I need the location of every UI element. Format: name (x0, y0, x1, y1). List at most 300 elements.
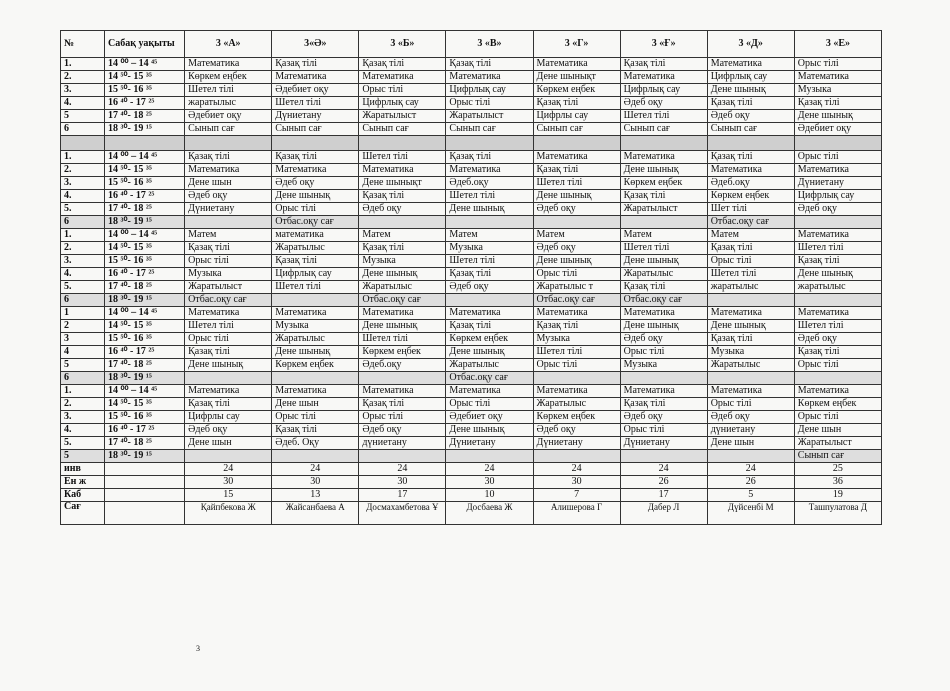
lesson-cell: Цифрлық сау (272, 268, 359, 281)
lesson-cell: математика (272, 229, 359, 242)
lesson-cell: Көркем еңбек (533, 84, 620, 97)
lesson-cell: Математика (620, 307, 707, 320)
lesson-cell: Сынып сағ (185, 123, 272, 136)
lesson-cell: Дене шынық (620, 320, 707, 333)
table-row (61, 372, 882, 385)
lesson-cell: Орыс тілі (533, 268, 620, 281)
lesson-cell: жаратылыс (707, 281, 794, 294)
lesson-cell: Цифрлық сау (620, 84, 707, 97)
lesson-number: 2. (61, 164, 105, 177)
lesson-cell: Әдеб оқу (707, 411, 794, 424)
lesson-cell: Математика (272, 385, 359, 398)
lesson-cell: Әдеб.оқу (707, 177, 794, 190)
lesson-cell: Сынып сағ (794, 450, 881, 463)
lesson-cell: Дүниетану (533, 437, 620, 450)
lesson-cell: Әдеб оқу (446, 281, 533, 294)
table-row (61, 151, 882, 164)
lesson-cell: Математика (707, 307, 794, 320)
table-row (61, 123, 882, 136)
lesson-cell: Әдеб.оқу (446, 177, 533, 190)
lesson-cell: Матем (359, 229, 446, 242)
lesson-cell: Әдеб оқу (707, 110, 794, 123)
lesson-cell: Дене шын (707, 437, 794, 450)
lesson-cell: дүниетану (707, 424, 794, 437)
lesson-cell: Цифрлық сау (707, 71, 794, 84)
lesson-cell: Шетел тілі (794, 242, 881, 255)
lesson-cell: Қазақ тілі (533, 164, 620, 177)
table-row (61, 268, 882, 281)
lesson-cell: Көркем еңбек (272, 359, 359, 372)
lesson-cell: Орыс тілі (794, 411, 881, 424)
lesson-cell: Сынып сағ (620, 123, 707, 136)
lesson-cell: Қазақ тілі (185, 242, 272, 255)
lesson-cell: Сынып сағ (446, 123, 533, 136)
lesson-cell: Жаратылыс (533, 398, 620, 411)
header-class-6: 3 «Г» (533, 31, 620, 58)
table-row (61, 294, 882, 307)
separator-cell (620, 136, 707, 151)
header-class-2: 3 «А» (185, 31, 272, 58)
table-row (61, 97, 882, 110)
lesson-cell: Шетел тілі (185, 84, 272, 97)
lesson-time: 17 ⁴⁰- 18 ²⁵ (105, 110, 185, 123)
lesson-number: 3. (61, 411, 105, 424)
lesson-time: 14 ⁰⁰ – 14 ⁴⁵ (105, 229, 185, 242)
footer-value: 26 (707, 476, 794, 489)
lesson-number: 5. (61, 281, 105, 294)
lesson-cell: Көркем еңбек (794, 398, 881, 411)
lesson-cell: Матем (185, 229, 272, 242)
lesson-cell: Матем (533, 229, 620, 242)
lesson-cell: Музыка (446, 242, 533, 255)
lesson-cell: Орыс тілі (185, 255, 272, 268)
lesson-cell: Дене шынық (446, 203, 533, 216)
lesson-cell: Математика (533, 58, 620, 71)
lesson-cell: Әдеб оқу (620, 97, 707, 110)
lesson-cell: Қазақ тілі (620, 281, 707, 294)
lesson-cell: Отбас.оқу сағ (185, 294, 272, 307)
lesson-time: 14 ⁰⁰ – 14 ⁴⁵ (105, 58, 185, 71)
lesson-cell (620, 216, 707, 229)
lesson-cell: Жаратылыс (359, 281, 446, 294)
lesson-cell: жаратылыс (185, 97, 272, 110)
table-row (61, 346, 882, 359)
lesson-cell: Дене шынық (272, 190, 359, 203)
lesson-cell: Сынып сағ (272, 123, 359, 136)
lesson-cell: Дүниетану (794, 177, 881, 190)
teacher-name (105, 502, 185, 525)
lesson-cell (794, 294, 881, 307)
footer-value: 26 (620, 476, 707, 489)
lesson-number: 2 (61, 320, 105, 333)
lesson-number: 3. (61, 255, 105, 268)
lesson-cell: Шетел тілі (446, 255, 533, 268)
footer-label: Каб (61, 489, 105, 502)
footer-value: 30 (185, 476, 272, 489)
footer-value: 30 (272, 476, 359, 489)
lesson-number: 4. (61, 190, 105, 203)
lesson-cell: Дене шынық (446, 346, 533, 359)
header-class-8: 3 «Д» (707, 31, 794, 58)
lesson-cell: Әдеб оқу (533, 242, 620, 255)
lesson-number: 2. (61, 242, 105, 255)
lesson-cell: Цифрлы сау (533, 110, 620, 123)
lesson-cell (272, 450, 359, 463)
teacher-name: Дабер Л (620, 502, 707, 525)
lesson-cell: Сынып сағ (359, 123, 446, 136)
lesson-cell: Орыс тілі (533, 359, 620, 372)
lesson-cell: Дене шынық (359, 320, 446, 333)
lesson-cell: Шетел тілі (272, 281, 359, 294)
separator-cell (446, 136, 533, 151)
lesson-cell: Қазақ тілі (707, 151, 794, 164)
lesson-cell: Математика (359, 71, 446, 84)
lesson-cell: Музыка (707, 346, 794, 359)
lesson-cell: Қазақ тілі (446, 58, 533, 71)
lesson-time: 14 ⁰⁰ – 14 ⁴⁵ (105, 385, 185, 398)
lesson-cell: Шетел тілі (185, 320, 272, 333)
lesson-time: 14 ⁵⁰- 15 ³⁵ (105, 164, 185, 177)
lesson-cell: Математика (620, 385, 707, 398)
lesson-cell: Цифрлы сау (185, 411, 272, 424)
footer-value (105, 463, 185, 476)
lesson-time: 15 ⁵⁰- 16 ³⁵ (105, 177, 185, 190)
lesson-cell: Математика (794, 164, 881, 177)
footer-value (105, 489, 185, 502)
teachers-row (61, 502, 882, 525)
lesson-cell: Қазақ тілі (620, 58, 707, 71)
lesson-cell: Орыс тілі (620, 424, 707, 437)
lesson-cell: Әдеб. Оқу (272, 437, 359, 450)
lesson-cell: Қазақ тілі (533, 97, 620, 110)
lesson-cell: Дене шынық (272, 346, 359, 359)
lesson-cell: Дене шынық (359, 268, 446, 281)
lesson-cell: Қазақ тілі (272, 58, 359, 71)
lesson-cell: Математика (794, 307, 881, 320)
lesson-cell: Қазақ тілі (446, 151, 533, 164)
lesson-cell: Әдеб оқу (794, 333, 881, 346)
lesson-cell (533, 372, 620, 385)
table-row (61, 177, 882, 190)
lesson-cell: Шетел тілі (533, 346, 620, 359)
lesson-cell: Математика (272, 307, 359, 320)
footer-value: 30 (533, 476, 620, 489)
lesson-number: 6 (61, 294, 105, 307)
lesson-cell: Дене шынық (794, 110, 881, 123)
table-row (61, 229, 882, 242)
lesson-cell: Математика (794, 385, 881, 398)
header-row (61, 31, 882, 58)
lesson-cell: Дене шынық (533, 190, 620, 203)
footer-value: 30 (359, 476, 446, 489)
lesson-cell: Шетел тілі (620, 110, 707, 123)
timetable-header (61, 31, 882, 58)
lesson-time: 16 ⁴⁰ - 17 ²⁵ (105, 97, 185, 110)
footer-value: 17 (620, 489, 707, 502)
separator-cell (61, 136, 105, 151)
lesson-cell: Орыс тілі (794, 58, 881, 71)
lesson-cell: Матем (707, 229, 794, 242)
lesson-cell: Жаратылыс (272, 242, 359, 255)
lesson-cell: Қазақ тілі (707, 97, 794, 110)
lesson-number: 1. (61, 385, 105, 398)
lesson-cell: Жаратылыст (446, 110, 533, 123)
lesson-cell: Дене шынық (620, 164, 707, 177)
table-row (61, 110, 882, 123)
footer-row (61, 489, 882, 502)
lesson-cell: Қазақ тілі (446, 268, 533, 281)
lesson-time: 18 ³⁰- 19 ¹⁵ (105, 294, 185, 307)
lesson-cell: Шетел тілі (794, 320, 881, 333)
lesson-time: 14 ⁰⁰ – 14 ⁴⁵ (105, 151, 185, 164)
lesson-cell: Дүниетану (620, 437, 707, 450)
table-row (61, 164, 882, 177)
lesson-cell: Математика (185, 58, 272, 71)
footer-value: 13 (272, 489, 359, 502)
lesson-cell: Жаратылыс (446, 359, 533, 372)
lesson-cell: Математика (272, 71, 359, 84)
lesson-cell: Шетел тілі (446, 190, 533, 203)
lesson-cell: Шетел тілі (533, 177, 620, 190)
lesson-number: 4. (61, 424, 105, 437)
footer-value (105, 476, 185, 489)
lesson-number: 6 (61, 216, 105, 229)
lesson-cell: Математика (359, 385, 446, 398)
header-class-7: 3 «Ғ» (620, 31, 707, 58)
page-mark: 3 (196, 644, 200, 653)
lesson-cell: Әдебиет оқу (446, 411, 533, 424)
lesson-cell: Жаратылыст (359, 110, 446, 123)
lesson-cell: Шетел тілі (272, 97, 359, 110)
separator-cell (185, 136, 272, 151)
lesson-time: 14 ⁰⁰ – 14 ⁴⁵ (105, 307, 185, 320)
lesson-number: 1. (61, 151, 105, 164)
lesson-cell: Орыс тілі (620, 346, 707, 359)
lesson-cell: Көркем еңбек (707, 190, 794, 203)
lesson-cell: Қазақ тілі (620, 190, 707, 203)
table-row (61, 398, 882, 411)
lesson-cell: Әдебиет оқу (794, 123, 881, 136)
timetable (60, 30, 882, 525)
lesson-cell: Қазақ тілі (620, 398, 707, 411)
lesson-cell: Математика (446, 71, 533, 84)
lesson-cell: Көркем еңбек (359, 346, 446, 359)
lesson-cell: Әдеб оқу (185, 190, 272, 203)
lesson-cell: Жаратылыс (272, 333, 359, 346)
lesson-cell: Қазақ тілі (707, 333, 794, 346)
lesson-cell: Дене шын (272, 398, 359, 411)
lesson-number: 5 (61, 110, 105, 123)
lesson-cell: Қазақ тілі (185, 398, 272, 411)
lesson-cell (359, 372, 446, 385)
lesson-cell: дүниетану (359, 437, 446, 450)
footer-value: 24 (272, 463, 359, 476)
lesson-cell: Математика (359, 164, 446, 177)
lesson-cell: Математика (707, 164, 794, 177)
lesson-cell: Дене шынықт (533, 71, 620, 84)
lesson-cell: Дене шынық (446, 424, 533, 437)
lesson-cell: Цифрлық сау (446, 84, 533, 97)
lesson-number: 6 (61, 372, 105, 385)
lesson-cell: Жаратылыст (185, 281, 272, 294)
lesson-cell: Дене шынық (533, 255, 620, 268)
lesson-cell (794, 372, 881, 385)
lesson-time: 16 ⁴⁰ - 17 ²⁵ (105, 190, 185, 203)
lesson-time: 17 ⁴⁰- 18 ²⁵ (105, 281, 185, 294)
teacher-name: Дүйсенбі М (707, 502, 794, 525)
lesson-cell (707, 450, 794, 463)
lesson-cell: Дүниетану (272, 110, 359, 123)
lesson-time: 14 ⁵⁰- 15 ³⁵ (105, 320, 185, 333)
lesson-cell (446, 450, 533, 463)
lesson-number: 3. (61, 84, 105, 97)
footer-value: 7 (533, 489, 620, 502)
table-row (61, 255, 882, 268)
lesson-cell: Қазақ тілі (359, 190, 446, 203)
lesson-cell: Шетел тілі (359, 333, 446, 346)
separator-cell (105, 136, 185, 151)
lesson-cell: Орыс тілі (446, 398, 533, 411)
table-row (61, 333, 882, 346)
lesson-number: 2. (61, 398, 105, 411)
table-row (61, 216, 882, 229)
lesson-cell: Отбас.оқу сағ (359, 294, 446, 307)
lesson-time: 17 ⁴⁰- 18 ²⁵ (105, 203, 185, 216)
lesson-time: 16 ⁴⁰ - 17 ²⁵ (105, 268, 185, 281)
header-class-4: 3 «Б» (359, 31, 446, 58)
table-row (61, 385, 882, 398)
lesson-cell (620, 450, 707, 463)
table-row (61, 307, 882, 320)
teacher-name: Алишерова Г (533, 502, 620, 525)
table-row (61, 203, 882, 216)
lesson-number: 4 (61, 346, 105, 359)
teachers-label: Сағ (61, 502, 105, 525)
lesson-cell: Дене шынық (620, 255, 707, 268)
lesson-cell: Қазақ тілі (359, 242, 446, 255)
lesson-cell (185, 372, 272, 385)
footer-value: 30 (446, 476, 533, 489)
footer-value: 15 (185, 489, 272, 502)
lesson-cell: Жаратылыс (620, 268, 707, 281)
lesson-cell: Музыка (794, 84, 881, 97)
lesson-cell: Қазақ тілі (359, 398, 446, 411)
footer-row (61, 476, 882, 489)
separator-cell (794, 136, 881, 151)
lesson-cell (272, 372, 359, 385)
lesson-number: 5. (61, 203, 105, 216)
lesson-cell: Қазақ тілі (272, 151, 359, 164)
teacher-name: Жайсанбаева А (272, 502, 359, 525)
lesson-cell: Орыс тілі (359, 411, 446, 424)
lesson-cell: Орыс тілі (794, 151, 881, 164)
lesson-number: 1 (61, 307, 105, 320)
lesson-cell: Музыка (272, 320, 359, 333)
lesson-cell: Әдеб оқу (359, 203, 446, 216)
lesson-cell: Сынып сағ (707, 123, 794, 136)
lesson-cell (359, 216, 446, 229)
lesson-cell: Қазақ тілі (185, 151, 272, 164)
lesson-cell: Цифрлық сау (359, 97, 446, 110)
lesson-cell: Математика (185, 307, 272, 320)
lesson-cell: Қазақ тілі (533, 320, 620, 333)
lesson-number: 6 (61, 123, 105, 136)
lesson-number: 1. (61, 229, 105, 242)
lesson-cell: Жаратылыст (794, 437, 881, 450)
lesson-cell: Дене шынық (794, 268, 881, 281)
footer-value: 25 (794, 463, 881, 476)
day-separator (61, 136, 882, 151)
lesson-cell: Музыка (359, 255, 446, 268)
lesson-time: 14 ⁵⁰- 15 ³⁵ (105, 398, 185, 411)
lesson-cell: Математика (359, 307, 446, 320)
separator-cell (533, 136, 620, 151)
lesson-cell: Орыс тілі (707, 255, 794, 268)
table-row (61, 424, 882, 437)
lesson-time: 18 ³⁰- 19 ¹⁵ (105, 450, 185, 463)
lesson-cell: Қазақ тілі (707, 242, 794, 255)
lesson-cell: Отбас.оқу сағ (533, 294, 620, 307)
table-row (61, 320, 882, 333)
lesson-cell (794, 216, 881, 229)
footer-row (61, 463, 882, 476)
table-row (61, 242, 882, 255)
lesson-cell (707, 372, 794, 385)
lesson-time: 18 ³⁰- 19 ¹⁵ (105, 372, 185, 385)
lesson-cell (620, 372, 707, 385)
table-row (61, 281, 882, 294)
lesson-number: 4. (61, 268, 105, 281)
lesson-number: 5 (61, 359, 105, 372)
lesson-cell: Әдебиет оқу (185, 110, 272, 123)
lesson-cell: Математика (533, 151, 620, 164)
lesson-time: 14 ⁵⁰- 15 ³⁵ (105, 242, 185, 255)
lesson-time: 14 ⁵⁰- 15 ³⁵ (105, 71, 185, 84)
footer-value: 36 (794, 476, 881, 489)
lesson-cell: Шетел тілі (359, 151, 446, 164)
lesson-time: 15 ⁵⁰- 16 ³⁵ (105, 333, 185, 346)
lesson-cell: Математика (620, 151, 707, 164)
teacher-name: Қайпбекова Ж (185, 502, 272, 525)
lesson-cell: Дүниетану (185, 203, 272, 216)
lesson-cell: Математика (446, 385, 533, 398)
lesson-cell: Шет тілі (707, 203, 794, 216)
lesson-cell (185, 450, 272, 463)
table-row (61, 411, 882, 424)
lesson-cell: Орыс тілі (794, 359, 881, 372)
lesson-cell: Отбас.оқу сағ (272, 216, 359, 229)
lesson-cell: Әдебиет оқу (272, 84, 359, 97)
lesson-cell: Әдеб оқу (272, 177, 359, 190)
lesson-number: 3 (61, 333, 105, 346)
lesson-cell: Орыс тілі (446, 97, 533, 110)
lesson-cell: Цифрлық сау (794, 190, 881, 203)
lesson-cell: Қазақ тілі (794, 97, 881, 110)
lesson-cell (359, 450, 446, 463)
teacher-name: Ташпулатова Д (794, 502, 881, 525)
footer-value: 5 (707, 489, 794, 502)
lesson-time: 17 ⁴⁰- 18 ²⁵ (105, 359, 185, 372)
header-class-9: 3 «Е» (794, 31, 881, 58)
header-class-5: 3 «В» (446, 31, 533, 58)
footer-value: 17 (359, 489, 446, 502)
lesson-cell: Музыка (185, 268, 272, 281)
footer-label: Ен ж (61, 476, 105, 489)
lesson-cell: Қазақ тілі (272, 255, 359, 268)
lesson-cell: Қазақ тілі (794, 346, 881, 359)
table-row (61, 71, 882, 84)
table-row (61, 190, 882, 203)
